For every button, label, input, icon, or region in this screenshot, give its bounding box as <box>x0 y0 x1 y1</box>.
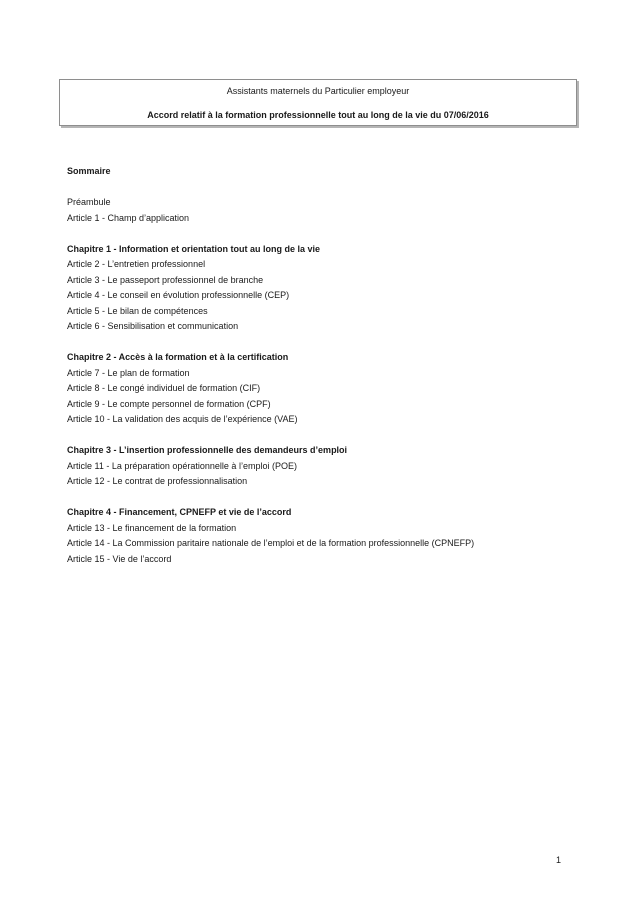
toc-article-2: Article 2 - L’entretien professionnel <box>67 259 206 269</box>
document-header-box <box>59 79 577 126</box>
toc-article-8: Article 8 - Le congé individuel de formation (CIF) <box>67 383 261 393</box>
toc-chapter-3: Chapitre 3 - L’insertion professionnelle des demandeurs d’emploi <box>67 445 348 455</box>
header-agreement-title: Accord relatif à la formation professionnelle tout au long de la vie du 07/06/2016 <box>147 110 489 120</box>
toc-article-13: Article 13 - Le financement de la formation <box>67 522 237 533</box>
toc-article-6: Article 6 - Sensibilisation et communication <box>67 321 239 331</box>
toc-article-12: Article 12 - Le contrat de professionnalisation <box>67 476 248 486</box>
toc-article-15: Article 15 - Vie de l’accord <box>67 553 172 564</box>
toc-title: Sommaire <box>67 166 111 176</box>
toc-article-14: Article 14 - La Commission paritaire nationale de l’emploi et de la formation professionnelle (CPNEFP) <box>67 538 475 548</box>
toc-article-10: Article 10 - La validation des acquis de l’expérience (VAE) <box>67 414 298 424</box>
toc-article-3: Article 3 - Le passeport professionnel de branche <box>67 274 264 285</box>
table-of-contents <box>67 164 587 567</box>
header-organization: Assistants maternels du Particulier employeur <box>226 86 410 96</box>
toc-article-9: Article 9 - Le compte personnel de formation (CPF) <box>67 398 271 409</box>
toc-article-7: Article 7 - Le plan de formation <box>67 367 190 378</box>
toc-article-5: Article 5 - Le bilan de compétences <box>67 305 208 316</box>
toc-article-4: Article 4 - Le conseil en évolution professionnelle (CEP) <box>67 290 290 300</box>
page-number: 1 <box>556 855 562 865</box>
toc-chapter-2: Chapitre 2 - Accès à la formation et à la certification <box>67 352 289 362</box>
toc-chapter-4: Chapitre 4 - Financement, CPNEFP et vie de l’accord <box>67 507 292 517</box>
toc-article-1: Article 1 - Champ d’application <box>67 212 190 223</box>
toc-preamble: Préambule <box>67 197 111 207</box>
toc-article-11: Article 11 - La préparation opérationnelle à l’emploi (POE) <box>67 460 297 471</box>
toc-chapter-1: Chapitre 1 - Information et orientation tout au long de la vie <box>67 243 321 254</box>
